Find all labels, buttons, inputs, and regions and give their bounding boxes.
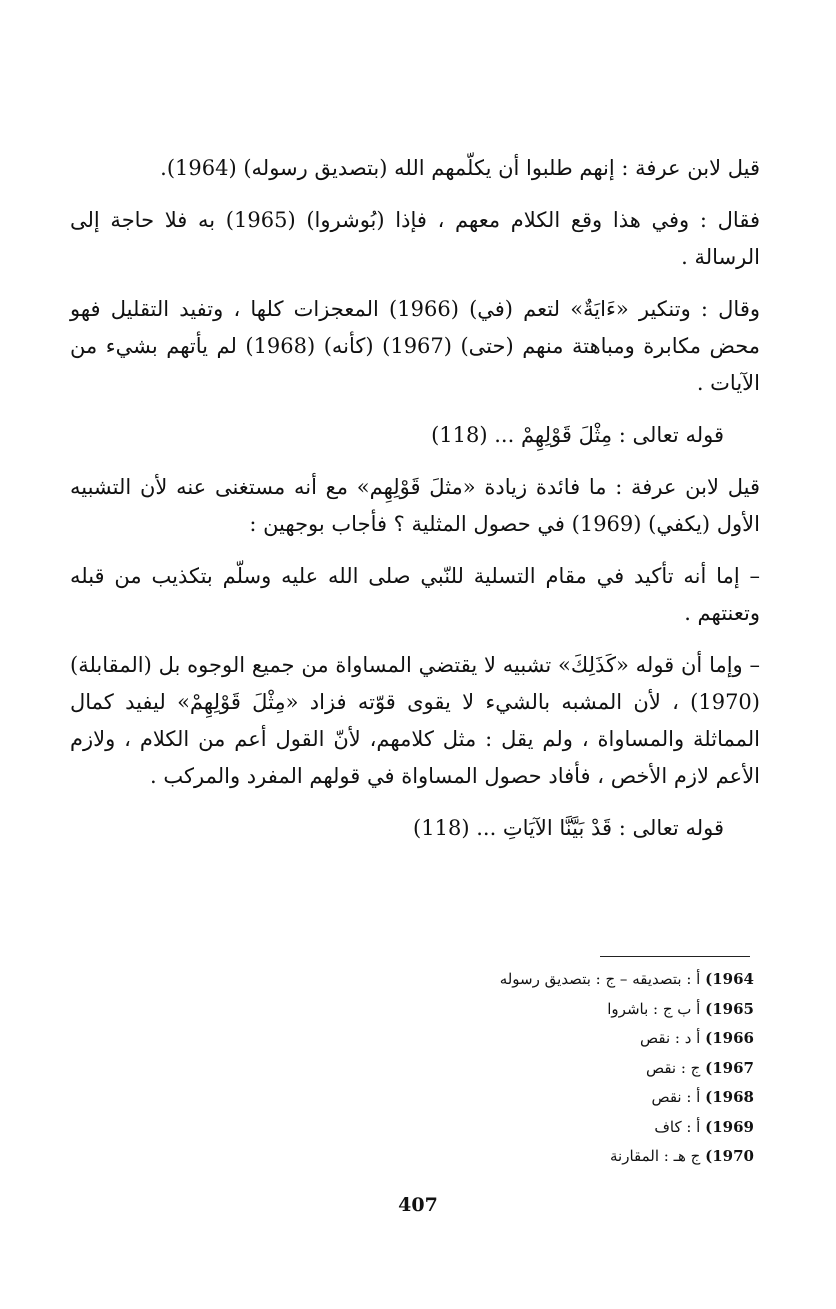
paragraph: قيل لابن عرفة : ما فائدة زيادة «مثلَ قَوْلِهِم» مع أنه مستغنى عنه لأن التشبيه الأول (يكفي) (1969) في حصول المثلية ؟ فأجاب بوجهين :	[70, 475, 760, 536]
paragraph: وقال : وتنكير «ءَايَةٌ» لتعم (في) (1966) المعجزات كلها ، وتفيد التقليل فهو محض مكابرة ومباهتة منهم (حتى) (1967) (كأنه) (1968) لم يأتهم بشيء من الآيات .	[70, 297, 761, 395]
paragraph: – وإما أن قوله «كَذَلِكَ» تشبيه لا يقتضي المساواة من جميع الوجوه بل (المقابلة) (1970) ، لأن المشبه بالشيء لا يقوى قوّته فزاد «مِثْلَ قَوْلِهِمْ» ليفيد كمال المماثلة والمساواة ، ولم يقل : مثل كلامهم، لأنّ القول أعم من الكلام ، ولازم الأعم لازم الأخص ، فأفاد حصول المساواة في قولهم المفرد والمركب .	[70, 653, 760, 788]
paragraph: – إما أنه تأكيد في مقام التسلية للنّبي صلى الله عليه وسلّم بتكذيب من قبله وتعنتهم .	[70, 564, 760, 625]
footnote	[80, 965, 754, 995]
footnote-text: ج هـ : المقارنة	[609, 1147, 701, 1165]
footnote	[80, 1113, 754, 1143]
footnote-text: أ : كاف	[654, 1117, 701, 1136]
paragraph: فقال : وفي هذا وقع الكلام معهم ، فإذا (بُوشروا) (1965) به فلا حاجة إلى الرسالة .	[70, 208, 760, 269]
main-text	[70, 150, 760, 862]
footnote-text: ج : نقص	[645, 1058, 701, 1077]
footnote-divider	[600, 956, 750, 957]
footnote-number: 1965)	[705, 999, 754, 1018]
footnote-text: أ د : نقص	[640, 1029, 701, 1047]
footnote-text: أ : نقص	[651, 1088, 701, 1106]
footnotes	[80, 965, 754, 1172]
footnote-text: أ ب ج : باشروا	[607, 999, 701, 1018]
footnote	[80, 1024, 754, 1054]
page-number: 407	[398, 1194, 438, 1216]
footnote-number: 1969)	[705, 1117, 754, 1136]
verse-heading: قوله تعالى : مِثْلَ قَوْلِهِمْ ... (118)	[431, 423, 724, 447]
footnote-number: 1964)	[705, 970, 754, 988]
footnote	[80, 1142, 754, 1172]
paragraph: قيل لابن عرفة : إنهم طلبوا أن يكلّمهم الله (بتصديق رسوله) (1964).	[160, 156, 760, 180]
footnote	[80, 995, 754, 1025]
verse-heading: قوله تعالى : قَدْ بَيَّنَّا الآيَاتِ ... (118)	[413, 816, 724, 840]
footnote	[80, 1054, 754, 1084]
footnote-number: 1966)	[705, 1029, 754, 1047]
footnote-number: 1967)	[705, 1058, 754, 1077]
footnote	[80, 1083, 754, 1113]
footnote-number: 1970)	[705, 1147, 754, 1165]
footnote-number: 1968)	[705, 1088, 754, 1106]
footnote-text: أ : بتصديقه – ج : بتصديق رسوله	[499, 970, 701, 988]
